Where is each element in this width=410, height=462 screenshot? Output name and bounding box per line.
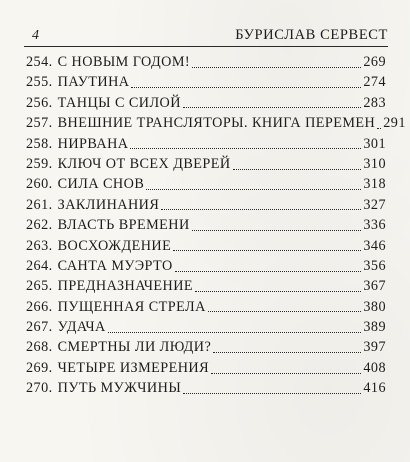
- entry-page: 291: [383, 115, 406, 132]
- entry-number: 254.: [26, 54, 53, 70]
- entry-number: 264.: [26, 257, 53, 274]
- toc-entry: [26, 113, 406, 133]
- entry-title: САНТА МУЭРТО: [57, 257, 173, 274]
- entry-number: 261.: [26, 196, 53, 213]
- toc-entry: [26, 134, 386, 154]
- entry-page: 336: [363, 217, 386, 234]
- toc-entry: [26, 276, 386, 296]
- toc-entry: [26, 317, 386, 337]
- toc-entry: [26, 154, 386, 174]
- entry-title: УДАЧА: [57, 319, 106, 336]
- entry-page: 389: [363, 319, 386, 336]
- entry-title: КЛЮЧ ОТ ВСЕХ ДВЕРЕЙ: [57, 155, 231, 172]
- dot-leader: [183, 107, 361, 108]
- entry-number: 268.: [26, 339, 53, 356]
- entry-page: 380: [363, 298, 386, 315]
- toc-entry: [26, 337, 386, 357]
- entry-title: ЗАКЛИНАНИЯ: [57, 196, 160, 213]
- toc-entry: [26, 256, 386, 276]
- entry-page: 269: [363, 54, 386, 70]
- entry-page: 283: [363, 94, 386, 111]
- entry-title: ВОСХОЖДЕНИЕ: [57, 237, 172, 254]
- toc-entry: [26, 52, 386, 72]
- toc-entry: [26, 236, 386, 256]
- entry-page: 327: [363, 196, 386, 213]
- dot-leader: [213, 352, 361, 353]
- entry-number: 262.: [26, 217, 53, 234]
- dot-leader: [131, 87, 361, 88]
- page-number: 4: [32, 28, 39, 43]
- running-header: [24, 26, 388, 47]
- entry-number: 269.: [26, 359, 53, 376]
- entry-page: 408: [363, 359, 386, 376]
- author-name: БУРИСЛАВ СЕРВЕСТ: [235, 27, 388, 43]
- entry-title: ПУТЬ МУЖЧИНЫ: [57, 380, 182, 397]
- toc-entry: [26, 174, 386, 194]
- entry-number: 258.: [26, 135, 53, 152]
- entry-title: ВЛАСТЬ ВРЕМЕНИ: [57, 217, 190, 234]
- table-of-contents: [26, 52, 406, 399]
- entry-page: 367: [363, 278, 386, 295]
- entry-number: 267.: [26, 319, 53, 336]
- entry-number: 263.: [26, 237, 53, 254]
- dot-leader: [377, 128, 381, 129]
- entry-title: ПАУТИНА: [57, 74, 130, 91]
- entry-number: 270.: [26, 380, 53, 397]
- dot-leader: [130, 148, 361, 149]
- entry-page: 356: [363, 257, 386, 274]
- entry-number: 259.: [26, 155, 53, 172]
- dot-leader: [195, 291, 361, 292]
- entry-page: 416: [363, 380, 386, 397]
- entry-page: 318: [363, 176, 386, 193]
- dot-leader: [192, 230, 362, 231]
- entry-title: ТАНЦЫ С СИЛОЙ: [57, 94, 181, 111]
- dot-leader: [173, 250, 361, 251]
- dot-leader: [108, 332, 362, 333]
- dot-leader: [183, 393, 361, 394]
- dot-leader: [233, 169, 362, 170]
- entry-title: ПРЕДНАЗНАЧЕНИЕ: [57, 278, 194, 295]
- toc-entry: [26, 378, 386, 398]
- entry-number: 256.: [26, 94, 53, 111]
- toc-entry: [26, 215, 386, 235]
- dot-leader: [175, 271, 362, 272]
- toc-entry: [26, 195, 386, 215]
- dot-leader: [192, 67, 361, 68]
- entry-number: 257.: [26, 115, 53, 132]
- entry-title: ВНЕШНИЕ ТРАНСЛЯТОРЫ. КНИГА ПЕРЕМЕН: [57, 115, 376, 132]
- entry-title: ПУЩЕННАЯ СТРЕЛА: [57, 298, 206, 315]
- toc-entry: [26, 297, 386, 317]
- entry-title: ЧЕТЫРЕ ИЗМЕРЕНИЯ: [57, 359, 210, 376]
- entry-title: С НОВЫМ ГОДОМ!: [57, 54, 191, 70]
- entry-title: СМЕРТНЫ ЛИ ЛЮДИ?: [57, 339, 212, 356]
- toc-entry: [26, 72, 386, 92]
- dot-leader: [211, 373, 361, 374]
- entry-title: НИРВАНА: [57, 135, 129, 152]
- entry-page: 274: [363, 74, 386, 91]
- dot-leader: [208, 311, 362, 312]
- dot-leader: [146, 189, 361, 190]
- entry-number: 265.: [26, 278, 53, 295]
- entry-page: 310: [363, 155, 386, 172]
- entry-number: 260.: [26, 176, 53, 193]
- entry-title: СИЛА СНОВ: [57, 176, 145, 193]
- entry-page: 346: [363, 237, 386, 254]
- toc-entry: [26, 358, 386, 378]
- entry-page: 397: [363, 339, 386, 356]
- entry-page: 301: [363, 135, 386, 152]
- entry-number: 255.: [26, 74, 53, 91]
- toc-entry: [26, 93, 386, 113]
- dot-leader: [161, 209, 361, 210]
- entry-number: 266.: [26, 298, 53, 315]
